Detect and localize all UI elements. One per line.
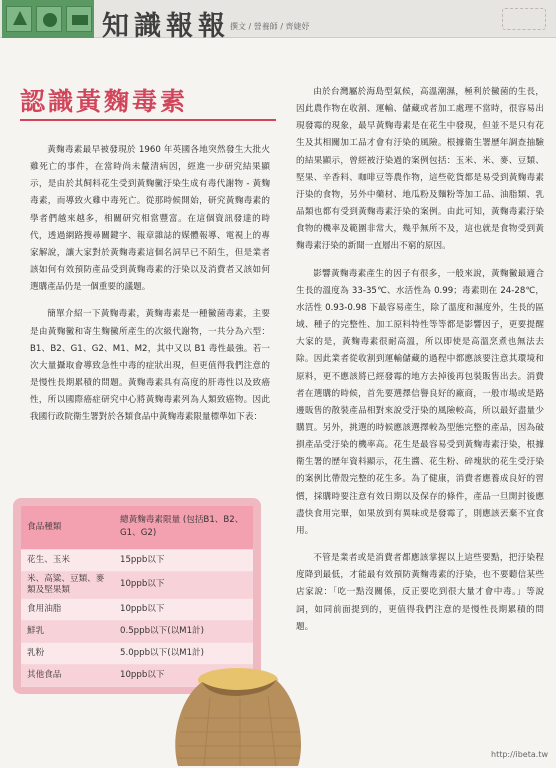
table-cell-limit: 10ppb以下 [114,571,253,598]
square-icon [66,6,92,32]
section-logo [2,0,94,38]
paragraph: 不管是業者或是消費者都應該掌握以上這些要點，把汙染程度降到最低，才能最有效預防黃麴毒素的汙染，也不要聽信某些店家說：「吃一點沒關係，反正要吃到很大量才會中毒。」等說詞，如同前面提到的，更值得我們注意的是慢性長期累積的問題。 [296,553,544,632]
paragraph: 由於台灣屬於海島型氣候，高溫潮濕，極利於黴菌的生長，因此農作物在收割、運輸、儲藏或者加工處理不當時，很容易出現發霉的現象，最早黃麴毒素是在花生中發現，但並不是只有花生及其相關加工品才會有汙染的風險。根據衛生署歷年調查抽驗的結果顯示，曾經被汙染過的案例包括：玉米、米、麥、豆類、堅果、辛香料、咖啡豆等農作物，這些乾貨都是易受到黃麴毒素汙染的食物，另外中藥材、地瓜粉及麵粉等加工品、油脂類、乳品類也都有受到黃麴毒素汙染的案例。由此可知，黃麴毒素汙染食物的機率及範圍非常大，幾乎無所不及，這也就是食物受到黃麴毒素汙染的新聞一直層出不窮的原因。 [296,87,544,252]
table-cell-limit: 10ppb以下 [114,664,253,686]
table-cell-limit: 5.0ppb以下(以M1計) [114,642,253,664]
title-divider [20,119,276,121]
left-column [30,142,270,437]
paragraph: 簡單介紹一下黃麴毒素，黃麴毒素是一種黴菌毒素，主要是由黃麴黴和寄生麴黴所產生的次級代謝物，一共分為六型：B1、B2、G1、G2、M1、M2，其中又以 B1 毒性最強。若一次大量攝取會導致急性中毒的症狀出現，但更值得我們注意的是慢性長期累積的問題。黃麴毒素具有高度的肝毒性以及致癌性，所以國際癌症研究中心將黃麴毒素列為人類致癌物。因此我國行政院衛生署對於各類食品中黃麴毒素限量標準如下表： [30,309,270,423]
section-title: 知識報報 [102,11,230,42]
table-row [21,620,253,642]
table-cell-limit: 15ppb以下 [114,549,253,571]
table-header-food: 食品種類 [21,506,114,549]
table-row [21,571,253,598]
paragraph: 影響黃麴毒素產生的因子有很多，一般來說，黃麴黴最適合生長的溫度為 33-35℃、水活性為 0.99；毒素則在 24-28℃，水活性 0.93-0.98 下最容易產生，除了溫度和濕度外，生長的區域、種子的完整性、加工原料特性等等都是影響因子，更要提醒大家的是，黃麴毒素很耐高溫，所以即使是高溫烹煮也無法去除。因此業者從收割到運輸儲藏的過程中都應該要注意其環境和原料，更不應該將已經發霉的地方去掉後再包裝販售出去。消費者在選購的時候，首先要選擇信譽良好的廠商，一般市場或是路邊販售的散裝產品相對來說受汙染的風險較高，所以最好盡量少購買。另外，挑選的時候應該選擇較為型態完整的產品，因為破損產品受汙染的機率高。花生是最容易受到黃麴毒素汙染，根據衛生署的歷年資料顯示，花生醬、花生粉、碎塊狀的花生受汙染的案例比帶殼完整的花生多。為了健康，消費者應養成良好的習慣，採購時要注意有效日期以及保存的條件，產品一旦開封後應盡快食用完畢，如果放到有異味或是發霉了，則應該丟棄不宜食用。 [296,268,544,536]
grain-sack-image [160,658,310,768]
right-column [296,84,544,646]
table-cell-limit: 10ppb以下 [114,598,253,620]
site-watermark: http://ibeta.tw [491,750,548,759]
table-cell-food: 食用油脂 [21,598,114,620]
table-header-limit: 總黃麴毒素限量 (包括B1、B2、G1、G2) [114,506,253,549]
section-header [0,0,556,42]
table-header-row [21,506,253,549]
table-row [21,549,253,571]
table-cell-food: 乳粉 [21,642,114,664]
table-cell-food: 米、高粱、豆類、麥類及堅果類 [21,571,114,598]
table-cell-limit: 0.5ppb以下(以M1計) [114,620,253,642]
article-title: 認識黃麴毒素 [20,87,189,116]
header-ornament [502,8,546,30]
triangle-icon [6,6,32,32]
table-cell-food: 花生、玉米 [21,549,114,571]
table-row [21,598,253,620]
table-cell-food: 鮮乳 [21,620,114,642]
table-cell-food: 其他食品 [21,664,114,686]
paragraph: 黃麴毒素最早被發現於 1960 年英國各地突然發生大批火雞死亡的事件，在當時尚未釐清病因，經進一步研究結果顯示，是由於其飼料花生受到黃麴黴汙染生成有毒代謝物 - 黃麴毒素，而導致火雞中毒死亡。從那時候開始，研究黃麴毒素的學者們越來越多，相關研究相當豐富。在這個資訊發達的時代，透過網路搜尋關鍵字、報章雜誌的媒體報導、電視上的專家解說，讓大家對於黃麴毒素這個名詞早已不陌生，但是業者該如何有效預防產品受到黃麴毒素的汙染以及消費者又該如何選購產品仍是一個重要的議題。 [30,145,270,293]
author-credit: 撰文 / 營養師 / 齊婕妤 [230,22,310,31]
circle-icon [36,6,62,32]
